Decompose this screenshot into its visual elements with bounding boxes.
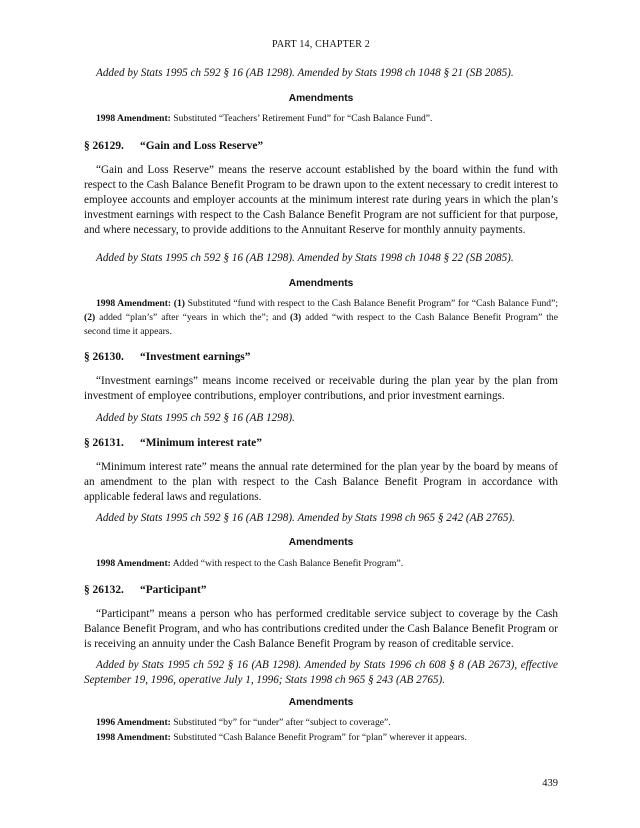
section-heading [84, 351, 558, 363]
section-title: “Participant” [140, 584, 207, 596]
section-number: § 26131. [84, 437, 124, 449]
section-heading [84, 584, 558, 596]
history-note: Added by Stats 1995 ch 592 § 16 (AB 1298). [96, 412, 295, 424]
page-number: 439 [542, 778, 558, 789]
amendments-heading: Amendments [288, 697, 354, 708]
history-note: Added by Stats 1995 ch 592 § 16 (AB 1298). Amended by Stats 1996 ch 608 § 8 (AB 2673), effective September 19, 1996, operative July 1, 1996; Stats 1998 ch 965 § 243 (AB 2765). [84, 659, 558, 686]
section-body: “Participant” means a person who has performed creditable service subject to coverage by the Cash Balance Benefit Program, and who has contributions credited under the Cash Balance Benefit Program or is receiving an annuity under the Cash Balance Benefit Program by reason of creditable service. [84, 608, 558, 650]
amendment-label: 1998 Amendment: [96, 732, 171, 743]
section-heading [84, 140, 558, 152]
amendment-note [84, 557, 558, 571]
amendment-label: 1998 Amendment: [96, 113, 171, 124]
amendment-label: 1996 Amendment: [96, 717, 171, 728]
amendments-heading: Amendments [288, 93, 354, 104]
section-title: “Gain and Loss Reserve” [140, 140, 264, 152]
amendment-text: added “with respect to the Cash Balance Benefit Program” the second time it appears. [84, 312, 558, 337]
section-body: “Gain and Loss Reserve” means the reserve account established by the board within the fund with respect to the Cash Balance Benefit Program to be drawn upon to the extent necessary to credit interest to employee accounts and employer accounts at the minimum interest rate during years in which the plan’s investment earnings with respect to the Cash Balance Benefit Program are not sufficient for that purpose, and where necessary, to provide additions to the Annuitant Reserve for monthly annuity payments. [84, 164, 558, 236]
section-number: § 26130. [84, 351, 124, 363]
history-note: Added by Stats 1995 ch 592 § 16 (AB 1298). Amended by Stats 1998 ch 965 § 242 (AB 2765). [96, 512, 515, 524]
amendment-note [84, 112, 558, 126]
section-title: “Investment earnings” [140, 351, 251, 363]
section-title: “Minimum interest rate” [140, 437, 262, 449]
amendment-note [84, 716, 558, 730]
amendment-label: 1998 Amendment: [96, 558, 171, 569]
amendments-heading: Amendments [288, 278, 354, 289]
amendment-text: added “plan’s” after “years in which the”; and [95, 312, 290, 323]
amendment-note [84, 731, 558, 745]
section-number: § 26129. [84, 140, 124, 152]
section-body: “Minimum interest rate” means the annual rate determined for the plan year by the board by means of an amendment to the plan with respect to the Cash Balance Benefit Program in accordance with applicable federal laws and regulations. [84, 461, 558, 503]
section-number: § 26132. [84, 584, 124, 596]
section-heading [84, 437, 558, 449]
amendment-text: Substituted “fund with respect to the Cash Balance Benefit Program” for “Cash Balance Fund”; [184, 298, 559, 309]
section-body: “Investment earnings” means income received or receivable during the plan year by the plan from investment of employee contributions, employer contributions, and prior investment earnings. [84, 375, 558, 402]
history-note: Added by Stats 1995 ch 592 § 16 (AB 1298). Amended by Stats 1998 ch 1048 § 22 (SB 2085). [96, 252, 514, 264]
amendment-item-marker: (2) [84, 312, 96, 323]
amendment-text: Added “with respect to the Cash Balance Benefit Program”. [170, 558, 404, 569]
amendment-item-marker: (3) [290, 312, 302, 323]
amendments-heading: Amendments [288, 537, 354, 548]
amendment-text: Substituted “Teachers’ Retirement Fund” for “Cash Balance Fund”. [170, 113, 433, 124]
running-header: PART 14, CHAPTER 2 [271, 39, 371, 50]
amendment-note [84, 297, 558, 339]
history-note: Added by Stats 1995 ch 592 § 16 (AB 1298). Amended by Stats 1998 ch 1048 § 21 (SB 2085). [96, 67, 514, 79]
amendment-text: Substituted “Cash Balance Benefit Program” for “plan” wherever it appears. [170, 732, 467, 743]
amendment-label: 1998 Amendment: [96, 298, 172, 309]
amendment-item-marker: (1) [173, 298, 185, 309]
amendment-text: Substituted “by” for “under” after “subject to coverage”. [170, 717, 391, 728]
